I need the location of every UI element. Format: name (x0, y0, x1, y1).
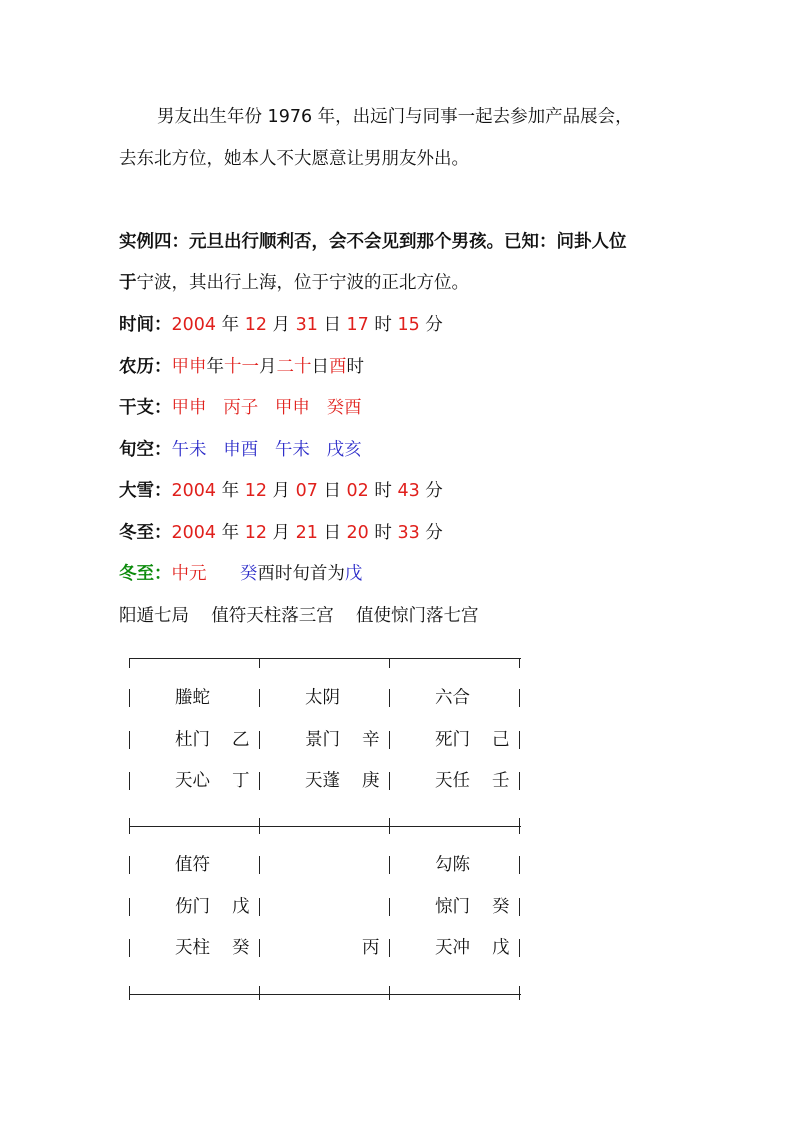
palace-r2c3-god: 勾陈 (435, 855, 470, 875)
grid-tick (129, 818, 130, 834)
palace-r1c1-door-stem: 乙 (232, 730, 250, 750)
unit-day: 日 (317, 523, 347, 543)
dongzhi-year: 2004 (171, 523, 217, 543)
unit-minute: 分 (419, 481, 443, 501)
grid-tick (389, 818, 390, 834)
unit-month: 月 (266, 315, 296, 335)
unit-hour: 时 (368, 315, 398, 335)
palace-r1c3-star-stem: 壬 (492, 771, 510, 791)
heading-continuation: 宁波，其出行上海，位于宁波的正北方位。 (136, 273, 469, 293)
grid-tick (519, 986, 520, 1000)
palace-r2c3-door: 惊门 (435, 897, 470, 917)
grid-bar (259, 689, 260, 707)
unit-month: 月 (266, 481, 296, 501)
palace-r1c3-door: 死门 (435, 730, 470, 750)
grid-tick (519, 818, 520, 834)
grid-bar (129, 731, 130, 749)
grid-bar (129, 689, 130, 707)
xunkong-day: 午未 (274, 440, 310, 460)
lunar-day: 二十 (276, 357, 312, 377)
daxue-row (119, 480, 443, 502)
dongzhi-minute: 33 (397, 523, 420, 543)
xunkong-row (119, 439, 362, 461)
lunar-year-unit: 年 (206, 357, 224, 377)
unit-minute: 分 (419, 315, 443, 335)
palace-r1c1-star: 天心 (175, 771, 210, 791)
qimen-chart (127, 655, 522, 1000)
grid-tick (389, 986, 390, 1000)
time-row (119, 314, 443, 336)
time-hour: 17 (346, 315, 369, 335)
daxue-minute: 43 (397, 481, 420, 501)
xunshou-text: 酉时旬首为 (257, 564, 345, 584)
xunshou-gan: 癸 (239, 564, 258, 584)
grid-tick (129, 658, 130, 668)
dongzhi-yuan-label: 冬至： (119, 564, 172, 584)
palace-r2c3-door-stem: 癸 (492, 897, 510, 917)
grid-bar (389, 772, 390, 790)
ganzhi-month: 丙子 (223, 398, 259, 418)
palace-r2c1-door: 伤门 (175, 897, 210, 917)
grid-bar (259, 731, 260, 749)
xunkong-year: 午未 (171, 440, 207, 460)
palace-r1c1-star-stem: 丁 (232, 771, 250, 791)
example-heading: 实例四：元旦出行顺利否，会不会见到那个男孩。已知：问卦人位 (119, 232, 627, 252)
grid-tick (519, 658, 520, 668)
time-day: 31 (295, 315, 318, 335)
grid-tick (259, 818, 260, 834)
palace-r1c2-door: 景门 (305, 730, 340, 750)
daxue-hour: 02 (346, 481, 369, 501)
palace-r2c3-star-stem: 戊 (492, 938, 510, 958)
grid-bar (519, 772, 520, 790)
grid-tick (389, 658, 390, 668)
palace-r2c1-god: 值符 (175, 855, 210, 875)
xunshou-stem: 戊 (344, 564, 363, 584)
xunkong-label: 旬空： (119, 440, 172, 460)
daxue-day: 07 (295, 481, 318, 501)
lunar-day-unit: 日 (311, 357, 329, 377)
ju-line: 阳遁七局 值符天柱落三宫 值使惊门落七宫 (119, 606, 479, 626)
grid-tick (129, 986, 130, 1000)
unit-year: 年 (216, 523, 245, 543)
ganzhi-row (119, 397, 362, 419)
grid-bar (259, 898, 260, 916)
grid-line-bottom (129, 994, 521, 995)
heading-continuation-bold: 于 (119, 273, 137, 293)
unit-minute: 分 (419, 523, 443, 543)
daxue-label: 大雪： (119, 481, 172, 501)
lunar-month: 十一 (224, 357, 259, 377)
time-month: 12 (244, 315, 267, 335)
intro-line-2: 去东北方位，她本人不大愿意让男朋友外出。 (119, 149, 469, 169)
grid-line-top (129, 658, 521, 659)
grid-bar (519, 731, 520, 749)
palace-r1c2-star-stem: 庚 (362, 771, 380, 791)
grid-tick (259, 658, 260, 668)
palace-r1c2-god: 太阴 (305, 688, 340, 708)
unit-year: 年 (216, 481, 245, 501)
xunkong-month: 申酉 (223, 440, 259, 460)
dongzhi-row (119, 522, 443, 544)
lunar-hour-unit: 时 (346, 357, 364, 377)
ganzhi-day: 甲申 (274, 398, 310, 418)
palace-r1c3-god: 六合 (435, 688, 470, 708)
unit-day: 日 (317, 481, 347, 501)
palace-r1c2-star: 天蓬 (305, 771, 340, 791)
lunar-hour: 酉 (329, 357, 347, 377)
time-label: 时间： (119, 315, 172, 335)
time-minute: 15 (397, 315, 420, 335)
grid-bar (259, 856, 260, 874)
intro-line-1: 男友出生年份 1976 年，出远门与同事一起去参加产品展会， (157, 107, 633, 127)
lunar-month-unit: 月 (259, 357, 277, 377)
unit-year: 年 (216, 315, 245, 335)
unit-hour: 时 (368, 523, 398, 543)
grid-bar (259, 939, 260, 957)
palace-r1c1-door: 杜门 (175, 730, 210, 750)
time-year: 2004 (171, 315, 217, 335)
palace-r2c1-star-stem: 癸 (232, 938, 250, 958)
grid-bar (389, 898, 390, 916)
ganzhi-year: 甲申 (171, 398, 207, 418)
xunkong-hour: 戌亥 (326, 440, 362, 460)
unit-hour: 时 (368, 481, 398, 501)
grid-line-middle (129, 826, 521, 827)
lunar-label: 农历： (119, 357, 172, 377)
palace-r1c1-god: 螣蛇 (175, 688, 210, 708)
grid-tick (259, 986, 260, 1000)
grid-bar (519, 689, 520, 707)
unit-month: 月 (266, 523, 296, 543)
grid-bar (129, 856, 130, 874)
palace-r1c2-door-stem: 辛 (362, 730, 380, 750)
grid-bar (389, 689, 390, 707)
example-heading-line-2 (119, 272, 469, 294)
lunar-row (119, 356, 364, 378)
daxue-month: 12 (244, 481, 267, 501)
dongzhi-yuan: 中元 (171, 564, 207, 584)
palace-r2c3-star: 天冲 (435, 938, 470, 958)
grid-bar (519, 939, 520, 957)
grid-bar (129, 939, 130, 957)
grid-bar (389, 939, 390, 957)
dongzhi-month: 12 (244, 523, 267, 543)
grid-bar (519, 856, 520, 874)
palace-r1c3-door-stem: 己 (492, 730, 510, 750)
palace-r2c1-door-stem: 戊 (232, 897, 250, 917)
palace-center-stem: 丙 (362, 938, 380, 958)
grid-bar (259, 772, 260, 790)
grid-bar (389, 856, 390, 874)
unit-day: 日 (317, 315, 347, 335)
grid-bar (389, 731, 390, 749)
ganzhi-label: 干支： (119, 398, 172, 418)
dongzhi-hour: 20 (346, 523, 369, 543)
palace-r2c1-star: 天柱 (175, 938, 210, 958)
dongzhi-day: 21 (295, 523, 318, 543)
dongzhi-yuan-row (119, 563, 362, 585)
dongzhi-label: 冬至： (119, 523, 172, 543)
lunar-year: 甲申 (171, 357, 207, 377)
grid-bar (519, 898, 520, 916)
daxue-year: 2004 (171, 481, 217, 501)
grid-bar (129, 898, 130, 916)
grid-bar (129, 772, 130, 790)
palace-r1c3-star: 天任 (435, 771, 470, 791)
ganzhi-hour: 癸酉 (326, 398, 362, 418)
